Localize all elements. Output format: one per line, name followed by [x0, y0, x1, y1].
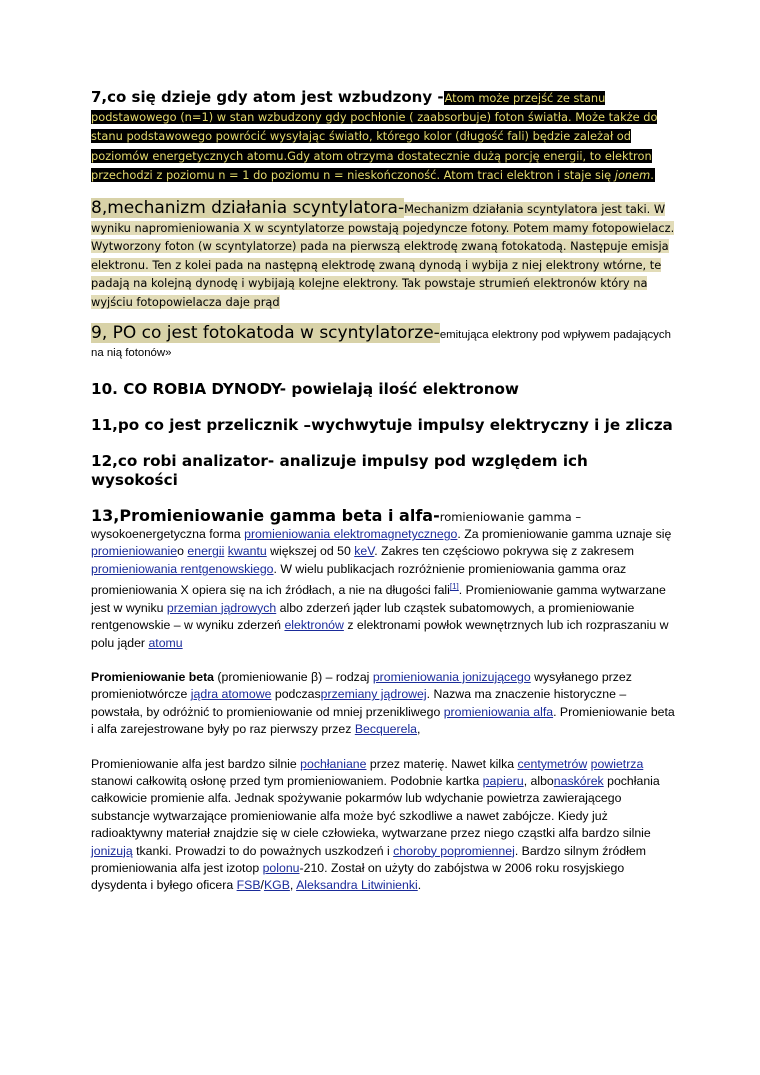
text: (promieniowanie β) – rodzaj — [214, 669, 373, 684]
section-8 — [91, 199, 676, 312]
text: tkanki. Prowadzi to do poważnych uszkodzeń i — [132, 843, 394, 858]
link-centymetrow[interactable]: centymetrów — [517, 756, 588, 771]
link-fsb[interactable]: FSB — [236, 878, 261, 893]
link-polonu[interactable]: polonu — [262, 860, 300, 875]
answer-7-end: . — [650, 167, 654, 182]
link-przemian-jadrowych[interactable]: przemian jądrowych — [166, 600, 277, 615]
section-10: 10. CO ROBIA DYNODY- powielają ilość elektronow — [91, 379, 519, 398]
footnote-link[interactable]: [1] — [449, 582, 459, 592]
beta-title: Promieniowanie beta — [91, 669, 214, 684]
link-elektronow[interactable]: elektronów — [284, 618, 344, 633]
link-kgb[interactable]: KGB — [263, 878, 290, 893]
link-powietrza[interactable]: powietrza — [590, 756, 644, 771]
text: stanowi całkowitą osłonę przed tym promieniowaniem. Podobnie kartka — [91, 773, 483, 788]
link-papieru[interactable]: papieru — [482, 773, 524, 788]
link-aleksandra-litwinienki[interactable]: Aleksandra Litwinienki — [296, 878, 418, 893]
section-13-lead: romieniowanie gamma – — [439, 509, 582, 524]
paragraph-beta — [91, 669, 676, 739]
section-9 — [91, 322, 676, 362]
answer-7: Atom może przejść ze stanu podstawowego (n=1) w stan wzbudzony gdy pochłonie ( zaabsorbuje) foton światła. Może także do stanu podstawowego powrócić wysyłając światło, którego kolor (długość fali) będzie zależał od poziomów energetycznych atomu.Gdy atom otrzyma dostatecznie dużą porcję energii, to elektron przechodzi z poziomu n = 1 do poziomu n = nieskończoność. Atom traci elektron i staje się — [91, 91, 658, 182]
text: Promieniowanie alfa jest bardzo silnie — [91, 756, 301, 771]
link-becquerela[interactable]: Becquerela — [354, 722, 418, 737]
link-promieniowania-alfa[interactable]: promieniowania alfa — [443, 704, 554, 719]
paragraph-alfa — [91, 756, 676, 895]
answer-7-italic: jonem — [614, 167, 651, 182]
link-promieniowania-elektromagnetycznego[interactable]: promieniowania elektromagnetycznego — [244, 526, 458, 541]
question-13: 13,Promieniowanie gamma beta i alfa- — [91, 505, 440, 525]
text: , — [417, 722, 421, 737]
text: . Zakres ten częściowo pokrywa się z zakresem — [374, 544, 634, 559]
question-7: 7,co się dzieje gdy atom jest wzbudzony - — [91, 88, 444, 106]
text: / — [260, 878, 264, 893]
link-naskorek[interactable]: naskórek — [553, 773, 604, 788]
text: -210. Został on użyty do zabójstwa w 2006 roku rosyjskiego dysydenta i byłego oficera — [91, 860, 625, 893]
answer-8: Mechanizm działania scyntylatora jest taki. W wyniku napromieniowania X w scyntylatorze powstają pojedyncze fotony. Potem mamy fotopowielacz. Wytworzony foton (w scyntylatorze) pada na pierwszą elektrodę zwaną fotokatodą. Następuje emisja elektronu. Ten z kolei pada na następną elektrodę zwaną dynodą i wybija z niej elektrony wtórne, te padają na kolejną dynodę i wybijają kolejne elektrony. Tak powstaje strumień elektronów który na wyjściu fotopowielacza daje prąd — [91, 202, 675, 309]
link-kev[interactable]: keV — [354, 544, 375, 559]
text: . Za promieniowanie gamma uznaje się — [457, 526, 672, 541]
link-choroby-popromiennej[interactable]: choroby popromiennej — [393, 843, 515, 858]
link-promieniowania-rentgenowskiego[interactable]: promieniowania rentgenowskiego — [91, 561, 274, 576]
answer-9: emitująca elektrony pod wpływem padających na nią fotonów» — [91, 328, 671, 359]
link-przemiany-jadrowej[interactable]: przemiany jądrowej — [320, 687, 427, 702]
link-kwantu[interactable]: kwantu — [227, 544, 267, 559]
text: . Nazwa ma znaczenie historyczne – powstała, by odróżnić to promieniowanie od mniej przenikliwego — [91, 687, 627, 719]
text: . — [417, 878, 422, 893]
text: , — [289, 878, 297, 893]
text: . Promieniowanie gamma wytwarzane jest w wyniku — [91, 583, 666, 615]
text: z elektronami powłok wewnętrznych lub ich rozpraszaniu w polu jąder — [91, 618, 669, 650]
text: , albo — [523, 773, 554, 788]
text: . W wielu publikacjach rozróżnienie promieniowania gamma oraz promieniowania X opiera się na ich źródłach, a nie na długości fali — [91, 561, 627, 598]
text: większej od 50 — [266, 544, 355, 559]
link-jonizuja[interactable]: jonizują — [91, 843, 133, 858]
text: wysyłanego przez promieniotwórcze — [91, 669, 632, 702]
text: o — [177, 544, 188, 559]
section-7 — [91, 88, 676, 185]
document-page — [91, 88, 676, 895]
text: podczas — [271, 687, 321, 702]
link-energii[interactable]: energii — [187, 544, 225, 559]
section-13 — [91, 507, 676, 652]
link-atomu[interactable]: atomu — [148, 635, 183, 650]
text: przez materię. Nawet kilka — [366, 756, 518, 771]
text: . Bardzo silnym źródłem promieniowania alfa jest izotop — [91, 843, 647, 875]
link-jadra-atomowe[interactable]: jądra atomowe — [190, 687, 272, 702]
link-promieniowanie[interactable]: promieniowanie — [91, 544, 178, 559]
question-9: 9, PO co jest fotokatoda w scyntylatorze- — [91, 322, 440, 343]
section-12: 12,co robi analizator- analizuje impulsy pod względem ich wysokości — [91, 451, 588, 489]
text: pochłania całkowicie promienie alfa. Jednak spożywanie pokarmów lub wdychanie powietrza zawierającego substancje wytwarzające promieniowanie alfa może być szkodliwe a nawet zabójcze. Kiedy już radioaktywny materiał znajdzie się w ciele człowieka, wytwarzane przez niego cząstki alfa bardzo silnie — [91, 773, 660, 841]
text: albo zderzeń jąder lub cząstek subatomowych, a promieniowanie rentgenowskie – w wyniku zderzeń — [91, 600, 635, 633]
link-pochlaniane[interactable]: pochłaniane — [300, 756, 367, 771]
section-11: 11,po co jest przelicznik –wychwytuje impulsy elektryczny i je zlicza — [91, 415, 673, 434]
link-promieniowania-jonizujacego[interactable]: promieniowania jonizującego — [372, 669, 531, 684]
text: wysokoenergetyczna forma — [91, 526, 245, 541]
question-8: 8,mechanizm działania scyntylatora- — [91, 198, 405, 219]
text: . Promieniowanie beta i alfa zarejestrowane były po raz pierwszy przez — [91, 704, 675, 737]
